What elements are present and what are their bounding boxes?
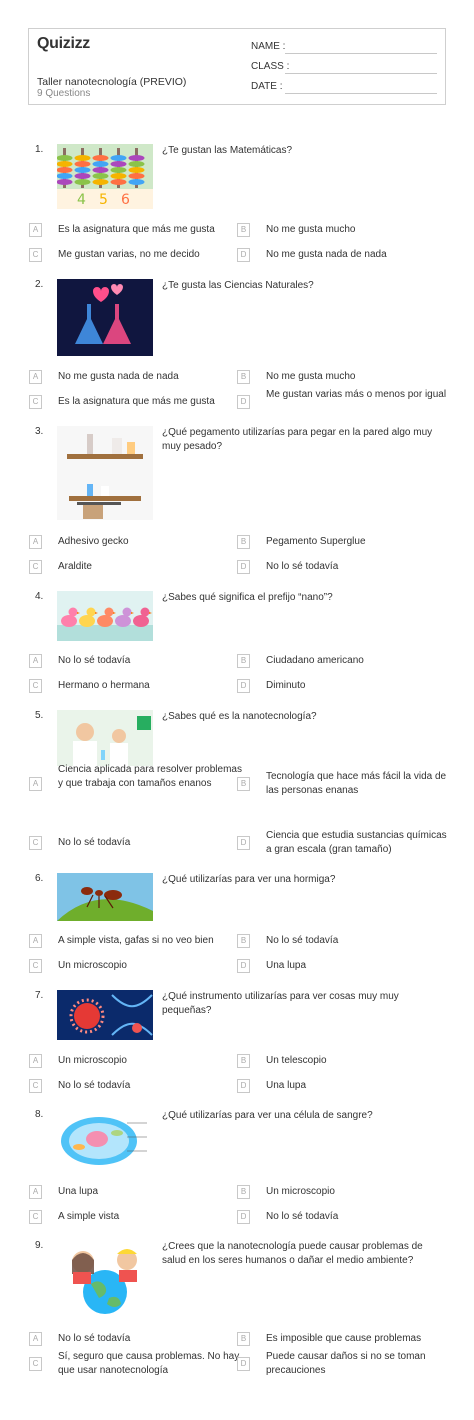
option-label: Un microscopio	[58, 960, 127, 971]
option-label: Hermano o hermana	[58, 680, 150, 691]
option-label: No me gusta nada de nada	[266, 249, 387, 260]
option-letter-box[interactable]: D	[237, 1357, 250, 1371]
option-label: No lo sé todavía	[58, 1333, 131, 1344]
option-label: Un microscopio	[266, 1186, 335, 1197]
question-number: 5.	[35, 710, 44, 721]
option-label: Ciencia aplicada para resolver problemas y que trabaja con tamaños enanos	[58, 764, 242, 789]
name-field	[251, 41, 285, 52]
option-label: Ciudadano americano	[266, 655, 364, 666]
option-letter-box[interactable]: C	[29, 395, 42, 409]
option-label: Una lupa	[266, 960, 307, 971]
question-text: ¿Sabes qué es la nanotecnología?	[162, 711, 317, 722]
cell-diagram-image	[57, 1109, 153, 1171]
option-label: Ciencia que estudia sustancias químicas a gran escala (gran tamaño)	[266, 830, 447, 855]
option-letter-box[interactable]: D	[237, 836, 250, 850]
question-number: 2.	[35, 279, 44, 290]
kids-globe-image	[57, 1240, 153, 1318]
option-label: Sí, seguro que causa problemas. No hay que usar nanotecnología	[58, 1351, 240, 1376]
option-letter-box[interactable]: B	[237, 934, 250, 948]
rubber-ducks-image	[57, 591, 153, 641]
option-label: Una lupa	[58, 1186, 99, 1197]
option-letter-box[interactable]: B	[237, 654, 250, 668]
option-letter-box[interactable]: A	[29, 1185, 42, 1199]
option-letter-box[interactable]: B	[237, 1332, 250, 1346]
option-letter-box[interactable]: D	[237, 1079, 250, 1093]
virus-dna-image	[57, 990, 153, 1040]
question-number: 8.	[35, 1109, 44, 1120]
date-field	[251, 81, 282, 92]
date-label: DATE :	[251, 81, 283, 92]
option-letter-box[interactable]: C	[29, 959, 42, 973]
svg-text:6: 6	[121, 192, 130, 208]
option-label: No me gusta mucho	[266, 371, 356, 382]
question-text: ¿Qué instrumento utilizarías para ver cosas muy muy pequeñas?	[162, 991, 399, 1016]
quizizz-logo: Quizizz	[37, 35, 91, 52]
option-letter-box[interactable]: C	[29, 1210, 42, 1224]
abacus-numbers-image	[57, 144, 153, 209]
option-letter-box[interactable]: B	[237, 223, 250, 237]
option-letter-box[interactable]: D	[237, 560, 250, 574]
question-text: ¿Sabes qué significa el prefijo “nano”?	[162, 592, 333, 603]
option-letter-box[interactable]: A	[29, 370, 42, 384]
question-number: 4.	[35, 591, 44, 602]
question-text: ¿Qué utilizarías para ver una célula de sangre?	[162, 1110, 373, 1121]
question-number: 6.	[35, 873, 44, 884]
option-label: No lo sé todavía	[266, 561, 339, 572]
option-letter-box[interactable]: C	[29, 836, 42, 850]
option-letter-box[interactable]: A	[29, 1054, 42, 1068]
svg-text:4: 4	[77, 192, 86, 208]
option-letter-box[interactable]: D	[237, 395, 250, 409]
option-letter-box[interactable]: D	[237, 1210, 250, 1224]
class-label: CLASS :	[251, 61, 290, 72]
option-letter-box[interactable]: C	[29, 679, 42, 693]
option-label: Una lupa	[266, 1080, 307, 1091]
option-label: A simple vista	[58, 1211, 120, 1222]
ant-leaf-image	[57, 873, 153, 921]
question-text: ¿Crees que la nanotecnología puede causar problemas de salud en los seres humanos o dañar el medio ambiente?	[162, 1241, 423, 1266]
option-label: Tecnología que hace más fácil la vida de las personas enanas	[266, 771, 447, 796]
option-label: No lo sé todavía	[58, 837, 131, 848]
question-number: 9.	[35, 1240, 44, 1251]
option-letter-box[interactable]: B	[237, 370, 250, 384]
option-letter-box[interactable]: D	[237, 959, 250, 973]
question-text: ¿Te gusta las Ciencias Naturales?	[162, 280, 314, 291]
option-label: Puede causar daños si no se toman precauciones	[266, 1351, 426, 1376]
option-letter-box[interactable]: C	[29, 560, 42, 574]
question-number: 1.	[35, 144, 44, 155]
svg-text:5: 5	[99, 192, 108, 208]
option-letter-box[interactable]: B	[237, 1185, 250, 1199]
option-label: No lo sé todavía	[266, 935, 339, 946]
option-letter-box[interactable]: A	[29, 1332, 42, 1346]
option-label: Pegamento Superglue	[266, 536, 366, 547]
option-label: No lo sé todavía	[58, 1080, 131, 1091]
question-text: ¿Te gustan las Matemáticas?	[162, 145, 293, 156]
flasks-hearts-image	[57, 279, 153, 356]
option-label: Es la asignatura que más me gusta	[58, 224, 215, 235]
name-label: NAME :	[251, 41, 286, 52]
option-label: A simple vista, gafas si no veo bien	[58, 935, 214, 946]
option-label: Es la asignatura que más me gusta	[58, 396, 215, 407]
option-label: No me gusta mucho	[266, 224, 356, 235]
lab-children-image	[57, 710, 153, 766]
class-field	[251, 61, 289, 72]
worksheet-header	[28, 28, 446, 105]
option-label: No lo sé todavía	[266, 1211, 339, 1222]
option-label: Un microscopio	[58, 1055, 127, 1066]
question-text: ¿Qué utilizarías para ver una hormiga?	[162, 874, 336, 885]
option-letter-box[interactable]: B	[237, 535, 250, 549]
option-label: Me gustan varias, no me decido	[58, 249, 200, 260]
worksheet-title: Taller nanotecnología (PREVIO)	[37, 76, 187, 88]
option-label: No lo sé todavía	[58, 655, 131, 666]
option-letter-box[interactable]: B	[237, 777, 250, 791]
option-letter-box[interactable]: C	[29, 1079, 42, 1093]
option-letter-box[interactable]: D	[237, 679, 250, 693]
option-letter-box[interactable]: A	[29, 223, 42, 237]
option-label: Araldite	[58, 561, 92, 572]
option-letter-box[interactable]: A	[29, 934, 42, 948]
question-number: 7.	[35, 990, 44, 1001]
option-letter-box[interactable]: A	[29, 535, 42, 549]
question-number: 3.	[35, 426, 44, 437]
option-label: Me gustan varias más o menos por igual	[266, 389, 447, 400]
question-text: ¿Qué pegamento utilizarías para pegar en la pared algo muy muy pesado?	[162, 427, 433, 452]
option-letter-box[interactable]: A	[29, 654, 42, 668]
option-letter-box[interactable]: C	[29, 248, 42, 262]
option-letter-box[interactable]: A	[29, 777, 42, 791]
option-letter-box[interactable]: C	[29, 1357, 42, 1371]
option-label: Diminuto	[266, 680, 306, 691]
option-letter-box[interactable]: D	[237, 248, 250, 262]
option-label: Adhesivo gecko	[58, 536, 129, 547]
option-label: Es imposible que cause problemas	[266, 1333, 422, 1344]
option-label: Un telescopio	[266, 1055, 327, 1066]
option-letter-box[interactable]: B	[237, 1054, 250, 1068]
option-label: No me gusta nada de nada	[58, 371, 179, 382]
question-count: 9 Questions	[37, 88, 91, 99]
wall-shelves-image	[57, 426, 153, 520]
